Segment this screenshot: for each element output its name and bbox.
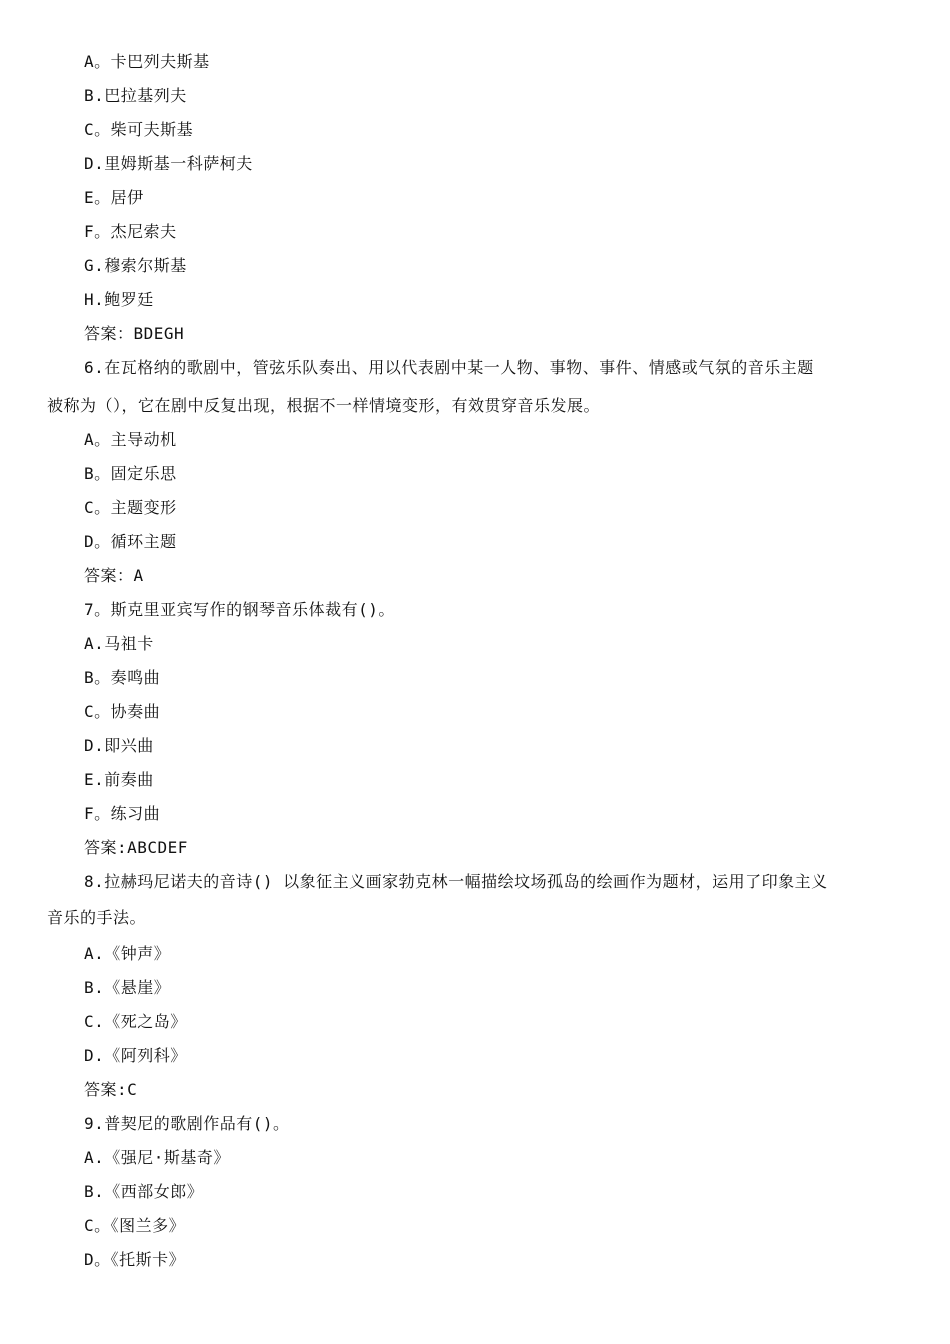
q8-option-c: C.《死之岛》 — [84, 1012, 187, 1031]
q8-stem-line-1: 8.拉赫玛尼诺夫的音诗() 以象征主义画家勃克林一幅描绘坟场孤岛的绘画作为题材，运用了印象主义 — [84, 872, 828, 891]
q9-stem: 9.普契尼的歌剧作品有()。 — [84, 1114, 290, 1133]
q5-option-e: E。居伊 — [84, 188, 144, 207]
q7-option-a: A.马祖卡 — [84, 634, 154, 653]
q5-option-g: G.穆索尔斯基 — [84, 256, 187, 275]
q5-option-f: F。杰尼索夫 — [84, 222, 177, 241]
q8-option-d: D.《阿列科》 — [84, 1046, 187, 1065]
q8-stem-line-2: 音乐的手法。 — [47, 908, 147, 927]
q5-answer: 答案：BDEGH — [84, 324, 185, 343]
q7-option-e: E.前奏曲 — [84, 770, 154, 789]
q5-option-a: A。卡巴列夫斯基 — [84, 52, 210, 71]
q6-stem-line-1: 6.在瓦格纳的歌剧中，管弦乐队奏出、用以代表剧中某一人物、事物、事件、情感或气氛的音乐主题 — [84, 358, 814, 377]
q9-option-d: D。《托斯卡》 — [84, 1250, 186, 1269]
q6-option-b: B。固定乐思 — [84, 464, 177, 483]
q6-answer: 答案：A — [84, 566, 144, 585]
q6-option-d: D。循环主题 — [84, 532, 177, 551]
q8-answer: 答案:C — [84, 1080, 138, 1099]
q7-option-f: F。练习曲 — [84, 804, 161, 823]
q7-option-d: D.即兴曲 — [84, 736, 154, 755]
q5-option-h: H.鲍罗廷 — [84, 290, 154, 309]
q5-option-d: D.里姆斯基一科萨柯夫 — [84, 154, 253, 173]
q9-option-a: A.《强尼·斯基奇》 — [84, 1148, 230, 1167]
q5-option-b: B.巴拉基列夫 — [84, 86, 187, 105]
q7-stem: 7。斯克里亚宾写作的钢琴音乐体裁有()。 — [84, 600, 395, 619]
q9-option-c: C。《图兰多》 — [84, 1216, 186, 1235]
q7-option-b: B。奏鸣曲 — [84, 668, 161, 687]
q7-option-c: C。协奏曲 — [84, 702, 161, 721]
q9-option-b: B.《西部女郎》 — [84, 1182, 204, 1201]
q8-option-b: B.《悬崖》 — [84, 978, 171, 997]
q6-option-a: A。主导动机 — [84, 430, 177, 449]
q5-option-c: C。柴可夫斯基 — [84, 120, 194, 139]
q6-stem-line-2: 被称为（），它在剧中反复出现，根据不一样情境变形，有效贯穿音乐发展。 — [47, 396, 601, 415]
q6-option-c: C。主题变形 — [84, 498, 177, 517]
q7-answer: 答案:ABCDEF — [84, 838, 188, 857]
q8-option-a: A.《钟声》 — [84, 944, 171, 963]
